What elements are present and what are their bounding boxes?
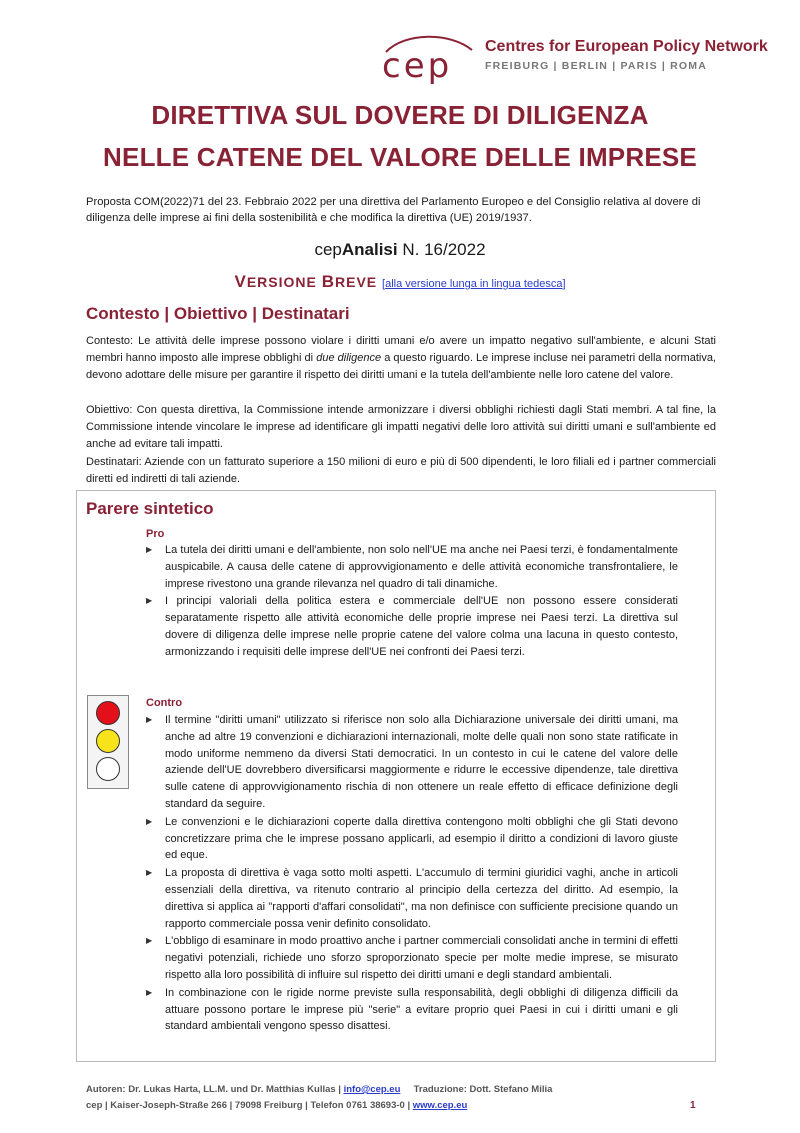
traffic-light-icon: [87, 695, 129, 789]
logo-word: cep: [382, 46, 453, 86]
short-reve: REVE: [335, 274, 378, 290]
contro-item: ▶ In combinazione con le rigide norme previste sulla responsabilità, degli obblighi di diligenza difficili da attuare possono portare le imprese più "serie" a evitare proprio quei Paesi in cui i diritti umani e gli standard ambientali vengono spesso disattesi.: [146, 985, 678, 1035]
context-section-title: Contesto | Obiettivo | Destinatari: [86, 304, 350, 323]
contro-item: ▶ La proposta di direttiva è vaga sotto molti aspetti. L'accumulo di termini giuridici vaghi, anche in articoli essenziali della direttiva, va ritenuto contrario al principio della certezza del diritto. Ad esempio, la direttiva si applica ai "rapporti d'affari consolidati", ma non definisce con sufficiente precisione quando un rapporto commerciale possa venir definito consolidato.: [146, 865, 678, 932]
contro-item: ▶ Le convenzioni e le dichiarazioni coperte dalla direttiva contengono molti obblighi che gli Stati devono concretizzare prima che le imprese possano applicarli, ad esempio il diritto a condizioni di lavoro giuste ed eque.: [146, 814, 678, 864]
proposal-reference: Proposta COM(2022)71 del 23. Febbraio 2022 per una direttiva del Parlamento Europeo e del Consiglio relativa al dovere di diligenza delle imprese ai fini della sostenibilità e che modifica la direttiva (UE) 2019/1937.: [86, 196, 701, 224]
contesto-italic: due diligence: [316, 352, 382, 364]
analysis-bold: Analisi: [341, 240, 398, 259]
contro-item: ▶ Il termine "diritti umani" utilizzato si riferisce non solo alla Dichiarazione universale dei diritti umani, ma anche ad altre 19 convenzioni e dichiarazioni internazionali, molte delle quali non sono state ratificate in modo uniforme nemmeno da diversi Stati democratici. In un contesto in cui le catene del valore delle aziende dell'UE dovrebbero diversificarsi maggiormente e ridurre le eccessive dipendenze, tale direttiva sulle catene di approvvigionamento rischia di non ottenere un reale effetto di efficace definizione degli standard da seguire.: [146, 712, 678, 813]
page-number: 1: [690, 1100, 696, 1111]
contro-list: [146, 712, 678, 1036]
short-v: V: [234, 272, 247, 291]
logo-name: Centres for European Policy Network: [485, 38, 768, 55]
footer-web-link[interactable]: www.cep.eu: [412, 1100, 468, 1111]
page-title-line-1: DIRETTIVA SUL DOVERE DI DILIGENZA: [151, 100, 649, 130]
opinion-title: Parere sintetico: [86, 499, 214, 518]
contro-item: ▶ L'obbligo di esaminare in modo proattivo anche i partner commerciali consolidati anche in termini di effetti negativi potenziali, richiede uno sforzo sproporzionato specie per molte medie imprese, se misurato rispetto alla loro possibilità di influire sul rispetto dei diritti umani e degli standard ambientali.: [146, 933, 678, 983]
off-light-icon: [96, 757, 120, 781]
pro-list: [146, 542, 678, 662]
footer-authors: [86, 1084, 706, 1095]
long-version-link[interactable]: alla versione lunga in lingua tedesca: [385, 278, 563, 290]
destinatari-paragraph: [86, 454, 716, 488]
analysis-rest: N. 16/2022: [397, 240, 486, 259]
contesto-text-2: a questo riguardo. Le imprese incluse nei parametri della normativa, devono adottare delle misure per garantire il rispetto dei diritti umani e la tutela dell'ambiente nelle loro catene del valore.: [86, 352, 716, 381]
footer-authors-text: Autoren: Dr. Lukas Harta, LL.M. und Dr. Matthias Kullas |: [86, 1084, 344, 1095]
pro-label: Pro: [146, 528, 165, 540]
page-title-line-2: NELLE CATENE DEL VALORE DELLE IMPRESE: [103, 142, 697, 172]
short-ersione: ERSIONE: [246, 274, 322, 290]
short-b: B: [321, 272, 336, 291]
logo-cities: FREIBURG | BERLIN | PARIS | ROMA: [485, 60, 708, 72]
cep-logo: [380, 30, 780, 86]
obiettivo-label: Obiettivo:: [86, 404, 133, 416]
footer-address-text: cep | Kaiser-Joseph-Straße 266 | 79098 Freiburg | Telefon 0761 38693-0 |: [86, 1100, 413, 1111]
analysis-number: [0, 240, 800, 260]
contro-label: Contro: [146, 697, 183, 709]
destinatari-text: Aziende con un fatturato superiore a 150 milioni di euro e più di 500 dipendenti, le loro filiali ed i partner commerciali diretti ed indiretti di tali aziende.: [86, 456, 716, 485]
contesto-paragraph: [86, 333, 716, 384]
footer-email-link[interactable]: info@cep.eu: [343, 1084, 401, 1095]
pro-item: ▶ La tutela dei diritti umani e dell'ambiente, non solo nell'UE ma anche nei Paesi terzi, è fondamentalmente auspicabile. A causa delle catene di approvvigionamento e delle attività economiche transfrontaliere, le imprese rivestono una grande rilevanza nel quadro di tali dinamiche.: [146, 542, 678, 592]
pro-item: ▶ I principi valoriali della politica estera e commerciale dell'UE non possono essere considerati separatamente rispetto alle attività economiche delle proprie imprese nei Paesi terzi. La direttiva sul dovere di diligenza delle imprese nelle proprie catene del valore colma una lacuna in questo contesto, armonizzando i requisiti delle imprese dell'UE nei confronti dei Paesi terzi.: [146, 593, 678, 660]
footer-address: [86, 1100, 706, 1111]
destinatari-label: Destinatari:: [86, 456, 142, 468]
short-version-heading: VERSIONE BREVE [alla versione lunga in lingua tedesca]: [234, 272, 566, 291]
obiettivo-paragraph: [86, 402, 716, 453]
red-light-icon: [96, 701, 120, 725]
yellow-light-icon: [96, 729, 120, 753]
analysis-prefix: cep: [314, 240, 342, 259]
footer-translation: Traduzione: Dott. Stefano Milia: [400, 1084, 553, 1095]
contesto-text-1: Le attività delle imprese possono violare i diritti umani e/o avere un impatto negativo sull'ambiente, e alcuni Stati membri hanno imposto alle imprese obblighi di: [86, 335, 716, 364]
obiettivo-text: Con questa direttiva, la Commissione intende armonizzare i diversi obblighi richiesti dagli Stati membri. A tal fine, la Commissione intende vincolare le imprese ad identificare gli impatti negativi delle loro attività sui diritti umani e sull'ambiente ed anche ad evitare tali impatti.: [86, 404, 716, 450]
contesto-label: Contesto:: [86, 335, 134, 347]
